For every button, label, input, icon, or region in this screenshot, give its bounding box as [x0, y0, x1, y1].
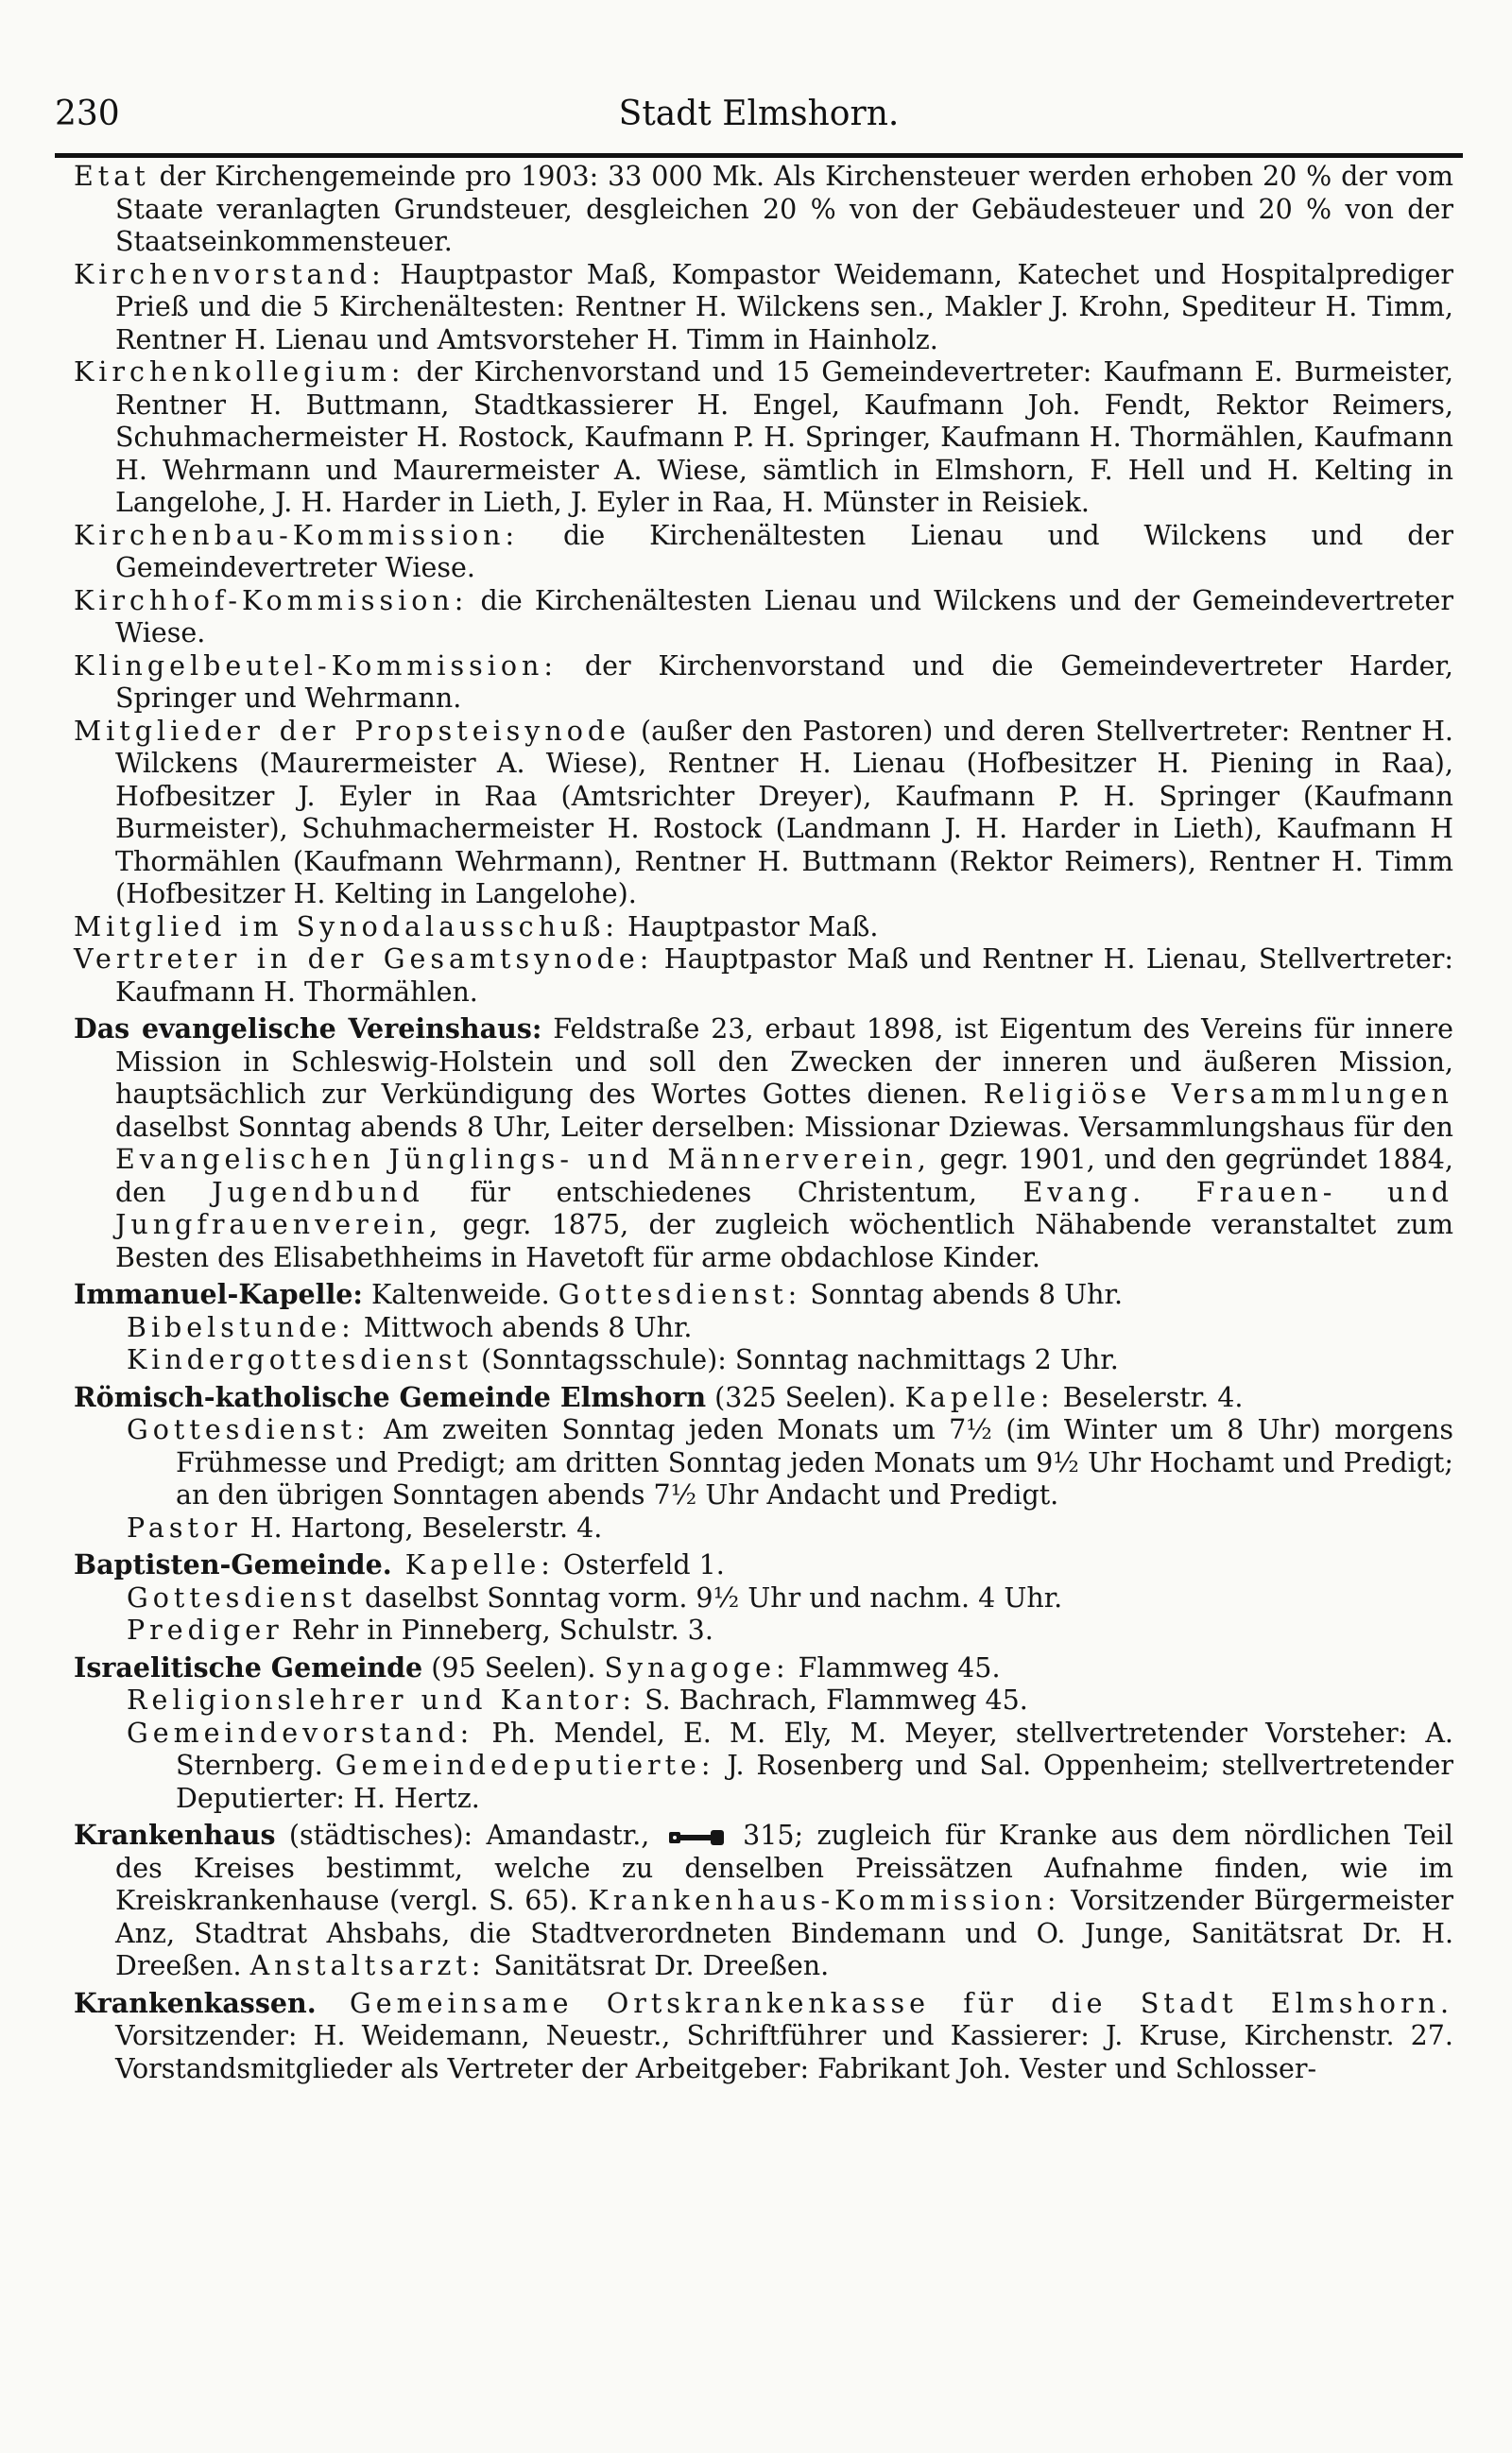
section-label: Gemeindevorstand:	[127, 1717, 474, 1749]
section-label: Gemeindedeputierte:	[335, 1750, 715, 1781]
section-text: Vorsitzender Bürgermeister Anz, Stadtrat Ahsbahs, die Stadtverordneten Bindemann und O. Junge, Sanitätsrat Dr. H. Dreeßen.	[115, 1885, 1454, 1981]
entry-text: die Kirchenältesten Lienau und Wilckens und der Gemeindevertreter Wiese.	[115, 519, 1453, 583]
entry-text: (außer den Pastoren) und deren Stellvertreter: Rentner H. Wilckens (Maurermeister A. Wiese), Rentner H. Lienau (Hofbesitzer H. Piening in Raa), Hofbesitzer J. Eyler in Raa (Amtsrichter Dreyer), Kaufmann P. H. Springer (Kaufmann Burmeister), Schuhmachermeister H. Rostock (Landmann J. H. Harder in Lieth), Kaufmann H Thormählen (Kaufmann Wehrmann), Rentner H. Buttmann (Rektor Reimers), Rentner H. Timm (Hofbesitzer H. Kelting in Langelohe).	[115, 715, 1453, 909]
section-label: Pastor	[127, 1512, 242, 1544]
section-text: Flammweg 45.	[789, 1651, 1001, 1684]
section-text: Am zweiten Sonntag jeden Monats um 7½ (im Winter um 8 Uhr) morgens Frühmesse und Predigt; am dritten Sonntag jeden Monats um 9½ Uhr Hochamt und Predigt; an den übrigen Sonntagen abends 7½ Uhr Andacht und Predigt.	[176, 1414, 1453, 1511]
section-label: Religionslehrer und Kantor:	[127, 1684, 637, 1716]
entry-kirchenvorstand	[74, 259, 1453, 357]
immanuel-kindergottesdienst	[74, 1344, 1453, 1377]
section-label: Gemeinsame Ortskrankenkasse für die Stadt Elmshorn.	[316, 1987, 1453, 2019]
entry-gesamtsynode	[74, 943, 1453, 1009]
telephone-icon	[667, 1827, 726, 1848]
section-heading: Immanuel-Kapelle:	[74, 1278, 363, 1310]
section-text: für entschiedenes Christentum,	[423, 1176, 1023, 1208]
entry-kirchenbau-kommission	[74, 520, 1453, 585]
section-krankenhaus	[74, 1819, 1453, 1983]
running-title: Stadt Elmshorn.	[618, 95, 900, 133]
section-text: J. Rosenberg und Sal. Oppenheim; stellvertretender Deputierter: H. Hertz.	[176, 1750, 1454, 1814]
section-label: Kapelle:	[391, 1549, 555, 1581]
section-text: Mittwoch abends 8 Uhr.	[354, 1311, 693, 1343]
immanuel-bibelstunde	[74, 1312, 1453, 1345]
section-label: Gottesdienst:	[127, 1414, 370, 1445]
entry-text: die Kirchenältesten Lienau und Wilckens und der Gemeindevertreter Wiese.	[115, 584, 1453, 648]
section-heading: Römisch-katholische Gemeinde Elmshorn	[74, 1380, 707, 1413]
header-rule	[55, 153, 1463, 158]
page-header	[55, 87, 1463, 153]
section-label: Jugendbund	[212, 1176, 424, 1208]
section-label: Gottesdienst	[127, 1581, 356, 1614]
section-heading: Baptisten-Gemeinde.	[74, 1548, 392, 1581]
entry-text: Hauptpastor Maß.	[619, 910, 879, 942]
entry-label: Mitglied im Synodalausschuß:	[74, 910, 619, 942]
section-vereinshaus	[74, 1012, 1453, 1274]
section-text: Sonntag abends 8 Uhr.	[801, 1279, 1124, 1310]
entry-kirchenkollegium	[74, 356, 1453, 520]
section-text: gegr. 1901, und den gegründet 1884, den	[115, 1144, 1453, 1208]
section-label: Gottesdienst:	[558, 1279, 802, 1310]
section-text: S. Bachrach, Flammweg 45.	[636, 1684, 1028, 1716]
entry-label: Etat	[74, 161, 150, 192]
section-immanuel-kapelle	[74, 1278, 1453, 1312]
section-text: (Sonntagsschule): Sonntag nachmittags 2 Uhr.	[472, 1344, 1119, 1375]
section-text: Ph. Mendel, E. M. Ely, M. Meyer, stellvertretender Vorsteher: A. Sternberg.	[176, 1717, 1453, 1781]
section-text: Beselerstr. 4.	[1054, 1381, 1244, 1413]
entry-text: der Kirchenvorstand und die Gemeindevertreter Harder, Springer und Wehrmann.	[115, 649, 1453, 714]
entry-label: Kirchenkollegium:	[74, 356, 405, 388]
section-heading: Das evangelische Vereinshaus:	[74, 1012, 542, 1045]
section-krankenkassen	[74, 1987, 1453, 2086]
section-label: Krankenhaus-Kommission:	[588, 1885, 1061, 1916]
entry-label: Klingelbeutel-Kommission:	[74, 649, 558, 682]
katholisch-gottesdienst	[74, 1414, 1453, 1512]
entry-kirchhof-kommission	[74, 585, 1453, 650]
entry-text: der Kirchenvorstand und 15 Gemeindevertreter: Kaufmann E. Burmeister, Rentner H. Buttmann, Stadtkassierer H. Engel, Kaufmann Joh. Fendt, Rektor Reimers, Schuhmachermeister H. Rostock, Kaufmann P. H. Springer, Kaufmann H. Thormählen, Kaufmann H. Wehrmann und Maurermeister A. Wiese, sämtlich in Elmshorn, F. Hell und H. Kelting in Langelohe, J. H. Harder in Lieth, J. Eyler in Raa, H. Münster in Reisiek.	[115, 356, 1453, 518]
section-text: gegr. 1875, der zugleich wöchentlich Nähabende veranstaltet zum Besten des Elisabethheims in Havetoft für arme obdachlose Kinder.	[115, 1209, 1453, 1273]
section-label: Evang. Frauen- und Jungfrauenverein,	[115, 1176, 1453, 1240]
section-baptisten-gemeinde	[74, 1548, 1453, 1582]
israelitisch-gemeindevorstand	[74, 1718, 1453, 1816]
entry-label: Kirchenbau-Kommission:	[74, 519, 520, 551]
entry-text: Hauptpastor Maß, Kompastor Weidemann, Katechet und Hospitalprediger Prieß und die 5 Kirchenältesten: Rentner H. Wilckens sen., Makler J. Krohn, Spediteur H. Timm, Rentner H. Lienau und Amtsvorsteher H. Timm in Hainholz.	[115, 258, 1453, 355]
section-heading: Israelitische Gemeinde	[74, 1650, 423, 1684]
baptisten-gottesdienst	[74, 1582, 1453, 1615]
entry-label: Mitglieder der Propsteisynode	[74, 715, 631, 747]
section-text: Rehr in Pinneberg, Schulstr. 3.	[283, 1615, 713, 1646]
section-text: Vorsitzender: H. Weidemann, Neuestr., Schriftführer und Kassierer: J. Kruse, Kirchenstr. 27. Vorstandsmitglieder als Vertreter der Arbeitgeber: Fabrikant Joh. Vester und Schlosser-	[115, 2020, 1453, 2084]
section-heading: Krankenkassen.	[74, 1986, 317, 2019]
entry-text: Hauptpastor Maß und Rentner H. Lienau, Stellvertreter: Kaufmann H. Thormählen.	[115, 943, 1453, 1008]
israelitisch-religionslehrer	[74, 1684, 1453, 1718]
page-number: 230	[55, 95, 120, 133]
section-label: Bibelstunde:	[127, 1311, 355, 1343]
entry-synodalausschuss	[74, 911, 1453, 944]
entry-etat	[74, 161, 1453, 259]
section-text: Osterfeld 1.	[554, 1549, 725, 1581]
entry-label: Kirchhof-Kommission:	[74, 584, 469, 616]
section-text: Kaltenweide.	[362, 1279, 558, 1310]
section-label: Kapelle:	[904, 1381, 1055, 1413]
entry-klingelbeutel-kommission	[74, 650, 1453, 716]
section-heading: Krankenhaus	[74, 1819, 276, 1851]
section-label: Kindergottesdienst	[127, 1344, 472, 1375]
entry-text: der Kirchengemeinde pro 1903: 33 000 Mk. Als Kirchensteuer werden erhoben 20 % der vom Staate veranlagten Grundsteuer, desgleichen 20 % von der Gebäudesteuer und 20 % von der Staatseinkommensteuer.	[115, 161, 1453, 257]
baptisten-prediger	[74, 1615, 1453, 1648]
section-text: Sanitätsrat Dr. Dreeßen.	[485, 1950, 830, 1981]
section-label: Prediger	[127, 1615, 284, 1646]
entry-label: Kirchenvorstand:	[74, 258, 386, 290]
section-label: Anstaltsarzt:	[249, 1950, 486, 1981]
section-text: Feldstraße 23, erbaut 1898, ist Eigentum des Vereins für innere Mission in Schleswig-Holstein und soll den Zwecken der inneren und äußeren Mission, hauptsächlich zur Verkündigung des Wortes Gottes dienen.	[115, 1013, 1453, 1110]
section-katholische-gemeinde	[74, 1381, 1453, 1415]
section-text: H. Hartong, Beselerstr. 4.	[241, 1512, 603, 1544]
section-text: 315; zugleich für Kranke aus dem nördlichen Teil des Kreises bestimmt, welche zu denselben Preissätzen Aufnahme finden, wie im Kreiskrankenhause (vergl. S. 65).	[115, 1820, 1453, 1916]
katholisch-pastor	[74, 1512, 1453, 1546]
section-text: daselbst Sonntag abends 8 Uhr, Leiter derselben: Missionar Dziewas. Versammlungshaus für den	[115, 1111, 1453, 1143]
section-text: daselbst Sonntag vorm. 9½ Uhr und nachm. 4 Uhr.	[355, 1581, 1063, 1614]
entry-label: Vertreter in der Gesamtsynode:	[74, 943, 654, 975]
section-text: (325 Seelen).	[706, 1381, 905, 1413]
page-body	[74, 161, 1453, 2085]
section-israelitische-gemeinde	[74, 1651, 1453, 1685]
entry-propsteisynode	[74, 716, 1453, 911]
section-text: (städtisches): Amandastr.,	[275, 1820, 663, 1851]
section-text: (95 Seelen).	[422, 1651, 605, 1684]
section-label: Religiöse Versammlungen	[983, 1079, 1453, 1110]
section-label: Synagoge:	[604, 1651, 790, 1684]
section-label: Evangelischen Jünglings- und Männerverein,	[115, 1144, 931, 1175]
